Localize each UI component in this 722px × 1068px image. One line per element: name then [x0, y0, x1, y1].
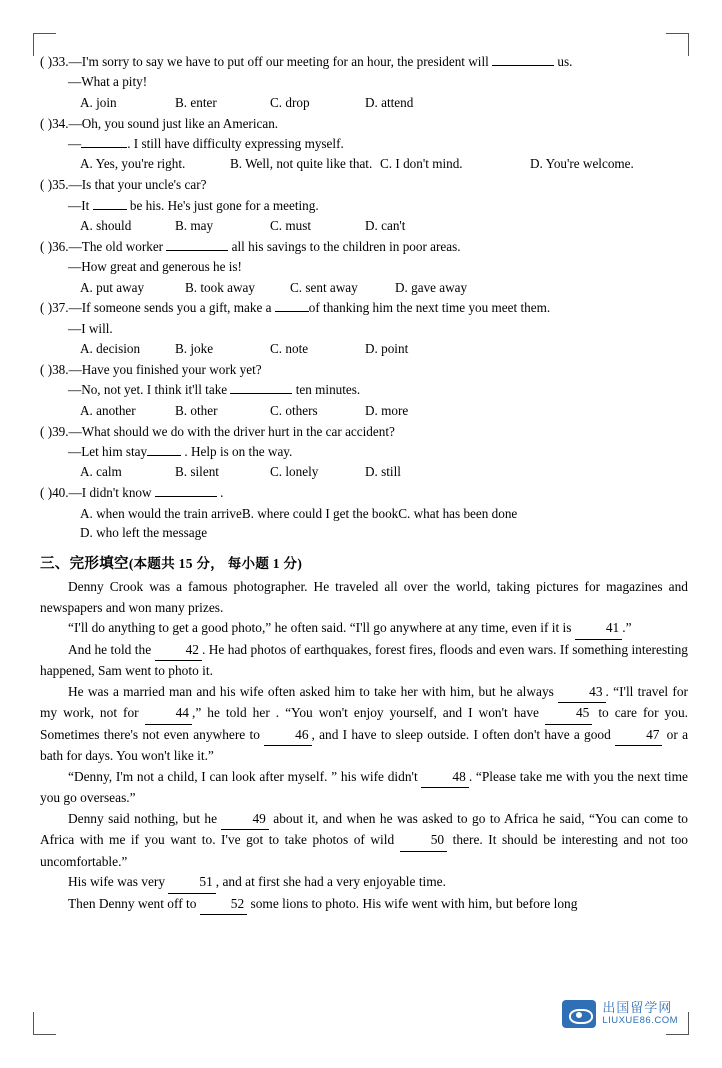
question-text: —Oh, you sound just like an American.: [68, 115, 279, 131]
option-d[interactable]: D. can't: [365, 218, 406, 234]
continuation-text: —What a pity!: [68, 74, 148, 90]
question-stem: [40, 237, 688, 256]
passage-text: And he told the: [68, 641, 155, 657]
passage-text: there. It should be interesting and not too uncomfortable.”: [40, 832, 688, 869]
question-number: ( )34.: [40, 115, 69, 131]
continuation-text: —It: [68, 197, 93, 213]
option-d[interactable]: D. who left the message: [80, 525, 208, 541]
option-c[interactable]: C. others: [270, 402, 318, 418]
passage-paragraph: [40, 894, 688, 916]
question-text-tail: us.: [554, 54, 573, 69]
answer-blank[interactable]: [230, 393, 292, 394]
option-a[interactable]: A. when would the train arrive: [80, 505, 242, 521]
question-continuation: [40, 196, 688, 215]
option-a[interactable]: A. another: [80, 402, 136, 418]
passage-paragraph: [40, 577, 688, 618]
option-c[interactable]: C. drop: [270, 94, 310, 110]
option-a[interactable]: A. decision: [80, 341, 141, 357]
question-number: ( )38.: [40, 362, 69, 378]
cloze-blank[interactable]: 44: [145, 703, 192, 725]
question-number: ( )33.: [40, 54, 69, 69]
question-stem: [40, 360, 688, 379]
option-d[interactable]: D. attend: [365, 94, 414, 110]
question-stem: [40, 114, 688, 133]
option-b[interactable]: B. enter: [175, 94, 217, 110]
passage-text: , and at first she had a very enjoyable time.: [215, 874, 446, 890]
passage-text: to care for you. Sometimes there's not even anywhere to: [40, 705, 688, 742]
option-list: [40, 462, 688, 482]
continuation-text: —How great and generous he is!: [68, 259, 242, 275]
answer-blank[interactable]: [155, 496, 217, 497]
passage-text: “Denny, I'm not a child, I can look after myself. ” his wife didn't: [68, 768, 422, 784]
passage-text: “I'll do anything to get a good photo,” he often said. “I'll go anywhere at any time, even if it is: [68, 620, 575, 636]
option-b[interactable]: B. silent: [175, 464, 219, 480]
passage-text: He was a married man and his wife often asked him to take her with him, but he always: [68, 683, 559, 699]
question-continuation: [40, 380, 688, 399]
watermark-text: [602, 1002, 678, 1026]
answer-blank[interactable]: [492, 65, 554, 66]
option-b[interactable]: B. may: [175, 218, 214, 234]
question-text: —I'm sorry to say we have to put off our meeting for an hour, the president will: [68, 54, 493, 69]
crop-mark-bottom-left: [33, 1012, 56, 1035]
passage-text: some lions to photo. His wife went with him, but before long: [247, 895, 578, 911]
question-text-tail: of thanking him the next time you meet them.: [308, 300, 551, 316]
question-continuation: [40, 72, 688, 91]
document-body: [40, 52, 688, 915]
passage-paragraph: [40, 682, 688, 767]
option-d[interactable]: D. point: [365, 341, 409, 357]
continuation-text: —: [68, 136, 82, 152]
question-continuation: [40, 257, 688, 276]
question-text: —What should we do with the driver hurt in the car accident?: [68, 423, 395, 439]
option-d[interactable]: D. gave away: [395, 279, 468, 295]
section-title-text: 完形填空: [69, 556, 129, 573]
cloze-blank[interactable]: 52: [200, 894, 247, 916]
question-number: ( )35.: [40, 177, 69, 193]
option-a[interactable]: A. should: [80, 218, 132, 234]
question-text: —If someone sends you a gift, make a: [68, 300, 275, 316]
question-number: ( )37.: [40, 300, 69, 316]
question-stem: [40, 422, 688, 441]
option-a[interactable]: A. join: [80, 94, 117, 110]
option-c[interactable]: C. note: [270, 341, 309, 357]
question-text: —Have you finished your work yet?: [68, 362, 262, 378]
option-b[interactable]: B. other: [175, 402, 218, 418]
cloze-blank[interactable]: 47: [615, 725, 662, 747]
passage-paragraph: [40, 618, 688, 640]
passage-text: . “Please take me with you the next time you go overseas.”: [40, 768, 688, 806]
watermark-cn: 出国留学网: [602, 1001, 673, 1017]
option-a[interactable]: A. put away: [80, 279, 145, 295]
question-number: ( )40.: [40, 485, 69, 501]
question-continuation: [40, 134, 688, 153]
answer-blank[interactable]: [93, 209, 127, 210]
question-number: ( )39.: [40, 423, 69, 439]
passage-paragraph: [40, 640, 688, 682]
question-stem: [40, 298, 688, 317]
camera-icon: [562, 1000, 596, 1028]
option-list: [40, 401, 688, 421]
option-list: [40, 93, 688, 113]
option-c[interactable]: C. I don't mind.: [380, 156, 463, 172]
passage-text: Denny Crook was a famous photographer. He traveled all over the world, taking pictures for magazines and newspapers and won many prizes.: [40, 579, 688, 615]
option-c[interactable]: C. must: [270, 218, 312, 234]
question-number: ( )36.: [40, 238, 69, 254]
question-text: —I didn't know: [68, 485, 155, 501]
passage-text: . “I'll travel for my work, not for: [40, 683, 688, 721]
passage-paragraph: [40, 767, 688, 809]
cloze-blank[interactable]: 51: [168, 872, 215, 894]
passage-text: or a bath for days. You won't like it.”: [40, 726, 689, 764]
continuation-text-tail: . Help is on the way.: [181, 444, 293, 460]
option-a[interactable]: A. calm: [80, 464, 122, 480]
question-stem: [40, 483, 688, 502]
section-number: 三、: [40, 556, 70, 573]
continuation-text: —Let him stay: [68, 444, 148, 460]
cloze-blank[interactable]: 45: [545, 703, 592, 725]
cloze-blank[interactable]: 48: [421, 767, 468, 789]
question-text: —Is that your uncle's car?: [68, 177, 207, 193]
section-meta: (本题共 15 分， 每小题 1 分): [128, 556, 303, 572]
passage-paragraph: [40, 809, 688, 873]
option-d[interactable]: D. You're welcome.: [530, 156, 634, 172]
passage-text: about it, and when he was asked to go to Africa he said, “You can come to Africa with me if you want to. I've got to take photos of wild: [40, 810, 688, 848]
answer-blank[interactable]: [81, 147, 127, 148]
question-stem: [40, 52, 688, 71]
continuation-text-tail: ten minutes.: [292, 382, 361, 398]
option-a[interactable]: A. Yes, you're right.: [80, 156, 186, 172]
option-list: [40, 339, 688, 359]
cloze-blank[interactable]: 49: [221, 809, 268, 831]
question-text: —The old worker: [68, 238, 167, 254]
cloze-blank[interactable]: 42: [155, 640, 202, 662]
passage-text: . He had photos of earthquakes, forest fires, floods and even wars. If something interesting happened, Sam went to photo it.: [40, 641, 688, 679]
option-c[interactable]: C. what has been done: [398, 505, 518, 521]
section-heading: [40, 552, 688, 573]
option-list: [40, 504, 688, 544]
cloze-blank[interactable]: 50: [400, 830, 447, 852]
answer-blank[interactable]: [166, 250, 228, 251]
option-b[interactable]: B. took away: [185, 279, 255, 295]
passage-text: .”: [622, 620, 632, 636]
option-list: [40, 154, 688, 174]
option-b[interactable]: B. Well, not quite like that.: [230, 156, 373, 172]
passage-paragraph: [40, 872, 688, 894]
question-stem: [40, 175, 688, 194]
passage-text: , and I have to sleep outside. I often don't have a good: [311, 726, 616, 742]
question-continuation: [40, 442, 688, 461]
watermark-logo: [562, 1000, 678, 1028]
answer-blank[interactable]: [275, 311, 309, 312]
answer-blank[interactable]: [147, 455, 181, 456]
continuation-text-tail: . I still have difficulty expressing myself.: [127, 136, 344, 152]
multiple-choice-questions: [40, 52, 688, 543]
continuation-text: —I will.: [68, 320, 113, 336]
cloze-passage: [40, 577, 688, 915]
option-c[interactable]: C. sent away: [290, 279, 358, 295]
question-text-tail: .: [216, 485, 224, 501]
option-c[interactable]: C. lonely: [270, 464, 319, 480]
question-text-tail: all his savings to the children in poor areas.: [228, 238, 461, 254]
option-b[interactable]: B. where could I get the book: [241, 505, 399, 521]
continuation-text: —No, not yet. I think it'll take: [68, 382, 231, 398]
option-d[interactable]: D. more: [365, 402, 409, 418]
continuation-text-tail: be his. He's just gone for a meeting.: [126, 197, 319, 213]
cloze-blank[interactable]: 43: [558, 682, 605, 704]
question-continuation: [40, 319, 688, 338]
option-list: [40, 216, 688, 236]
option-list: [40, 278, 688, 298]
passage-text: Denny said nothing, but he: [68, 810, 222, 826]
option-b[interactable]: B. joke: [175, 341, 214, 357]
passage-text: ,” he told her . “You won't enjoy yourself, and I won't have: [192, 705, 545, 721]
option-d[interactable]: D. still: [365, 464, 401, 480]
cloze-blank[interactable]: 41: [575, 618, 622, 640]
watermark-en: LIUXUE86.COM: [602, 1014, 678, 1026]
passage-text: His wife was very: [68, 874, 169, 890]
cloze-blank[interactable]: 46: [264, 725, 311, 747]
passage-text: Then Denny went off to: [68, 895, 200, 911]
